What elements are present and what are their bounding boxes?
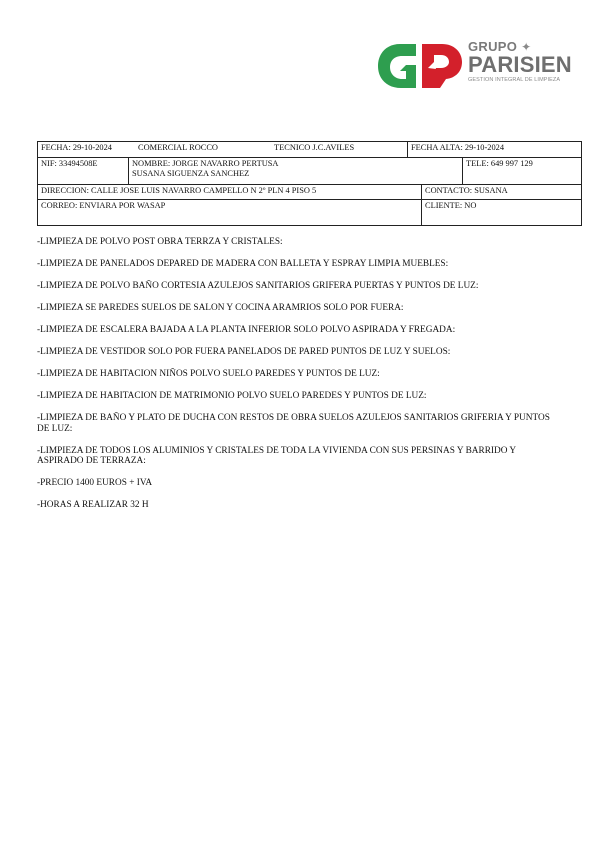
grupo-parisien-logo-icon: [370, 38, 466, 94]
service-item: -LIMPIEZA DE POLVO BAÑO CORTESIA AZULEJOS SANITARIOS GRIFERA PUERTAS Y PUNTOS DE LUZ:: [37, 281, 479, 291]
tecnico-field: TECNICO J.C.AVILES: [274, 143, 355, 152]
nif-field: NIF: 33494508E: [38, 158, 129, 184]
cliente-field: CLIENTE: NO: [425, 201, 477, 210]
service-item: -LIMPIEZA DE ESCALERA BAJADA A LA PLANTA INFERIOR SOLO POLVO ASPIRADA Y FREGADA:: [37, 325, 456, 335]
sparkle-icon: ✦: [521, 40, 532, 54]
comercial-field: COMERCIAL ROCCO: [138, 143, 218, 152]
nombre-field-line-1: NOMBRE: JORGE NAVARRO PERTUSA: [132, 159, 279, 168]
service-item: -LIMPIEZA DE POLVO POST OBRA TERRZA Y CRISTALES:: [37, 237, 283, 247]
service-item: -LIMPIEZA DE BAÑO Y PLATO DE DUCHA CON RESTOS DE OBRA SUELOS AZULEJOS SANITARIOS GRIFERIA Y PUNTOS DE LUZ:: [37, 413, 550, 434]
contacto-field: CONTACTO: SUSANA: [425, 186, 508, 195]
correo-field: CORREO: ENVIARA POR WASAP: [38, 200, 422, 225]
fecha-alta-field: FECHA ALTA: 29-10-2024: [411, 143, 505, 152]
info-row-dates: [38, 142, 581, 158]
company-logo: [370, 38, 572, 94]
nombre-cell: [129, 158, 463, 184]
client-info-table: [37, 141, 582, 226]
logo-grupo-text: GRUPO: [468, 39, 518, 54]
service-item: -LIMPIEZA SE PAREDES SUELOS DE SALON Y COCINA ARAMRIOS SOLO POR FUERA:: [37, 303, 404, 313]
service-items-list: [37, 237, 557, 522]
logo-wordmark: [468, 40, 572, 84]
dates-cell: [38, 142, 408, 157]
service-item: -LIMPIEZA DE VESTIDOR SOLO POR FUERA PANELADOS DE PARED PUNTOS DE LUZ Y SUELOS:: [37, 347, 451, 357]
service-item: -LIMPIEZA DE HABITACION NIÑOS POLVO SUELO PAREDES Y PUNTOS DE LUZ:: [37, 369, 380, 379]
service-item: -LIMPIEZA DE HABITACION DE MATRIMONIO POLVO SUELO PAREDES Y PUNTOS DE LUZ:: [37, 391, 427, 401]
logo-name-text: PARISIEN: [468, 52, 572, 77]
service-item: -LIMPIEZA DE TODOS LOS ALUMINIOS Y CRISTALES DE TODA LA VIVIENDA CON SUS PERSINAS Y BARRIDO Y ASPIRADO DE TERRAZA:: [37, 445, 516, 466]
nombre-field-line-2: SUSANA SIGUENZA SANCHEZ: [132, 169, 250, 178]
service-item: -LIMPIEZA DE PANELADOS DEPARED DE MADERA CON BALLETA Y ESPRAY LIMPIA MUEBLES:: [37, 259, 449, 269]
tele-field: TELE: 649 997 129: [466, 159, 533, 168]
price-item: -PRECIO 1400 EUROS + IVA: [37, 478, 153, 488]
direccion-field: DIRECCION: CALLE JOSE LUIS NAVARRO CAMPELLO N 2º PLN 4 PISO 5: [38, 185, 422, 199]
info-row-email: [38, 200, 581, 225]
logo-tagline: GESTION INTEGRAL DE LIMPIEZA: [468, 77, 561, 83]
hours-item: -HORAS A REALIZAR 32 H: [37, 500, 149, 510]
info-row-client: [38, 158, 581, 185]
info-row-address: [38, 185, 581, 200]
fecha-field: FECHA: 29-10-2024: [41, 143, 112, 152]
